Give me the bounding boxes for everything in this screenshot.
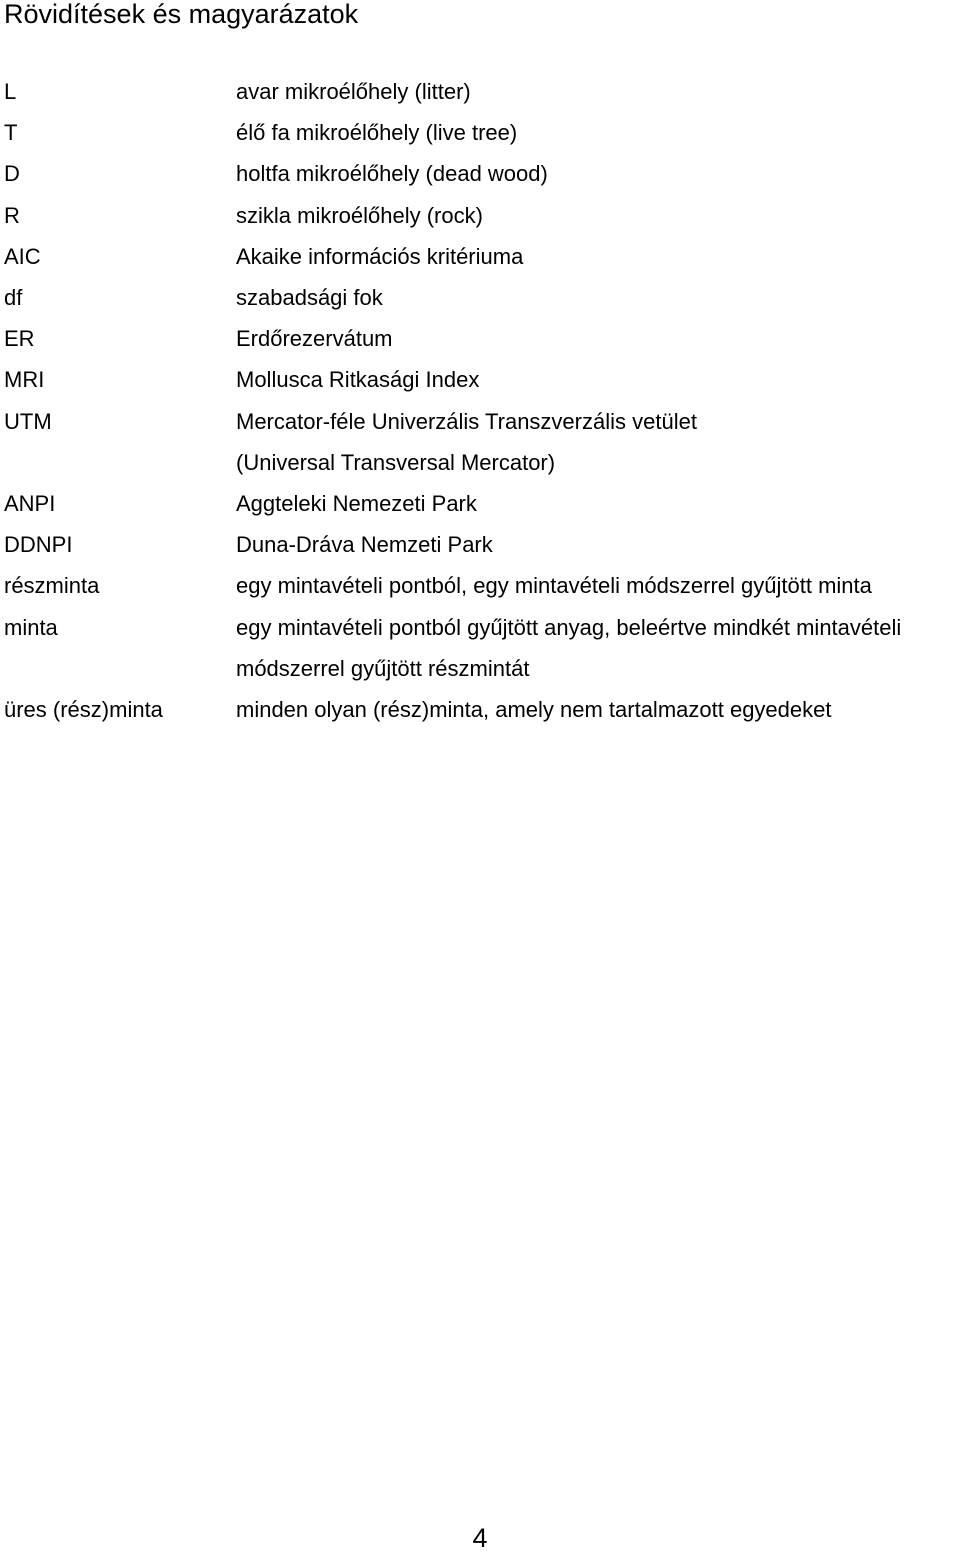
abbreviation-row: [4, 318, 960, 359]
definition-line: Aggteleki Nemezeti Park: [236, 491, 477, 517]
abbreviation-term: T: [4, 120, 18, 146]
abbreviation-term: üres (rész)minta: [4, 697, 163, 723]
abbreviation-row: [4, 689, 960, 730]
abbreviation-term: ANPI: [4, 491, 56, 517]
abbreviation-row: [4, 71, 960, 112]
definition-line: egy mintavételi pontból gyűjtött anyag, beleértve mindkét mintavételi: [236, 614, 902, 640]
abbreviation-definition: [236, 359, 960, 400]
abbreviation-term: MRI: [4, 367, 45, 393]
abbreviation-row: [4, 153, 960, 194]
abbreviation-row: [4, 565, 960, 606]
abbreviation-row: [4, 236, 960, 277]
page-title: Rövidítések és magyarázatok: [4, 0, 359, 29]
definition-line: avar mikroélőhely (litter): [236, 79, 471, 104]
abbreviation-term: részminta: [4, 573, 100, 599]
definition-line: minden olyan (rész)minta, amely nem tartalmazott egyedeket: [236, 697, 832, 723]
abbreviation-definition: [236, 607, 960, 689]
abbreviation-definition: [236, 524, 960, 565]
page-number: 4: [472, 1523, 488, 1553]
abbreviation-definition: [236, 318, 960, 359]
definition-line: szikla mikroélőhely (rock): [236, 202, 483, 228]
abbreviation-definition: [236, 153, 960, 194]
abbreviation-term: df: [4, 285, 23, 311]
abbreviation-row: [4, 607, 960, 689]
abbreviation-definition: [236, 483, 960, 524]
abbreviation-term: minta: [4, 614, 58, 640]
definition-line: holtfa mikroélőhely (dead wood): [236, 161, 548, 187]
abbreviation-term: UTM: [4, 408, 52, 434]
abbreviation-term: ER: [4, 326, 35, 352]
abbreviation-definition: [236, 195, 960, 236]
definition-line: egy mintavételi pontból, egy mintavételi módszerrel gyűjtött minta: [236, 573, 872, 599]
definition-line: (Universal Transversal Mercator): [236, 449, 556, 475]
abbreviation-term: L: [4, 79, 17, 104]
definition-line: módszerrel gyűjtött részmintát: [236, 655, 530, 681]
abbreviation-term: R: [4, 202, 20, 228]
abbreviation-definition: [236, 112, 960, 153]
abbreviation-definition: [236, 277, 960, 318]
definition-line: szabadsági fok: [236, 285, 383, 311]
definition-line: Mercator-féle Univerzális Transzverzális vetület: [236, 408, 697, 434]
abbreviation-definition: [236, 71, 960, 112]
abbreviation-term: AIC: [4, 243, 41, 269]
definition-line: élő fa mikroélőhely (live tree): [236, 120, 518, 146]
definition-line: Erdőrezervátum: [236, 326, 393, 352]
abbreviation-definition: [236, 689, 960, 730]
abbreviation-row: [4, 401, 960, 483]
abbreviation-row: [4, 277, 960, 318]
definition-line: Duna-Dráva Nemzeti Park: [236, 532, 493, 558]
abbreviation-row: [4, 483, 960, 524]
abbreviation-row: [4, 112, 960, 153]
definition-line: Mollusca Ritkasági Index: [236, 367, 480, 393]
abbreviation-term: D: [4, 161, 20, 187]
abbreviation-definition: [236, 236, 960, 277]
abbreviation-row: [4, 195, 960, 236]
abbreviation-list: [4, 71, 960, 730]
abbreviation-row: [4, 359, 960, 400]
abbreviation-row: [4, 524, 960, 565]
abbreviation-definition: [236, 565, 960, 606]
abbreviation-term: DDNPI: [4, 532, 73, 558]
definition-line: Akaike információs kritériuma: [236, 243, 524, 269]
abbreviation-definition: [236, 401, 960, 483]
